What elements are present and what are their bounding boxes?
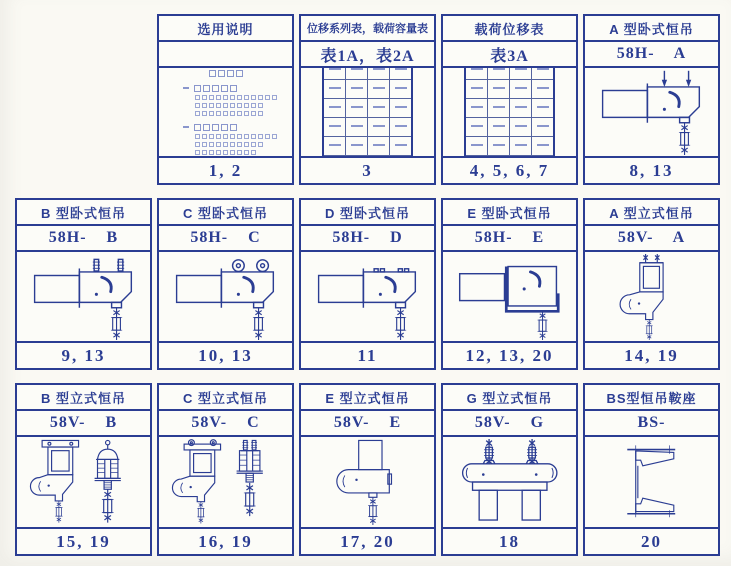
cell-58h-c (157, 198, 294, 370)
cell-model: 58H- E (443, 226, 576, 252)
instructions-text-diagram (159, 68, 292, 156)
cell-bs-saddle (583, 383, 720, 556)
cell-pages: 12, 13, 20 (443, 341, 576, 368)
hanger-horizontal-a-diagram (585, 68, 718, 156)
cell-pages: 11 (301, 341, 434, 368)
cell-title: G 型立式恒吊 (443, 385, 576, 411)
cell-model: 58V- A (585, 226, 718, 252)
cell-title: A 型立式恒吊 (585, 200, 718, 226)
cell-model: 表1A，表2A (301, 42, 434, 68)
cell-title: C 型立式恒吊 (159, 385, 292, 411)
hanger-vertical-b-diagram (17, 437, 150, 527)
cell-pages: 15, 19 (17, 527, 150, 554)
cell-pages: 14, 19 (585, 341, 718, 368)
hanger-vertical-g-diagram (443, 437, 576, 527)
hanger-vertical-c-diagram (159, 437, 292, 527)
cell-title: 载荷位移表 (443, 16, 576, 42)
mini-table-diagram (301, 68, 434, 156)
cell-model: 58V- E (301, 411, 434, 437)
cell-model: 58H- A (585, 42, 718, 68)
hanger-horizontal-e-diagram (443, 252, 576, 341)
cell-58h-e (441, 198, 578, 370)
hanger-vertical-a-diagram (585, 252, 718, 341)
cell-pages: 9, 13 (17, 341, 150, 368)
cell-58v-c (157, 383, 294, 556)
cell-pages: 17, 20 (301, 527, 434, 554)
cell-58v-e (299, 383, 436, 556)
mini-table-diagram (443, 68, 576, 156)
cell-pages: 8, 13 (585, 156, 718, 183)
cell-load-table (441, 14, 578, 185)
cell-pages: 10, 13 (159, 341, 292, 368)
cell-model (159, 42, 292, 68)
cell-58h-d (299, 198, 436, 370)
cell-model: BS- (585, 411, 718, 437)
cell-title: B 型卧式恒吊 (17, 200, 150, 226)
cell-title: A 型卧式恒吊 (585, 16, 718, 42)
hanger-vertical-e-diagram (301, 437, 434, 527)
cell-pages: 18 (443, 527, 576, 554)
cell-instructions (157, 14, 294, 185)
cell-title: D 型卧式恒吊 (301, 200, 434, 226)
hanger-horizontal-b-diagram (17, 252, 150, 341)
cell-pages: 16, 19 (159, 527, 292, 554)
cell-model: 58V- G (443, 411, 576, 437)
cell-title: E 型卧式恒吊 (443, 200, 576, 226)
cell-title: E 型立式恒吊 (301, 385, 434, 411)
cell-model: 58H- C (159, 226, 292, 252)
cell-pages: 1, 2 (159, 156, 292, 183)
cell-pages: 20 (585, 527, 718, 554)
cell-title: C 型卧式恒吊 (159, 200, 292, 226)
cell-58v-g (441, 383, 578, 556)
cell-model: 58H- D (301, 226, 434, 252)
cell-model: 58V- B (17, 411, 150, 437)
cell-title: BS型恒吊鞍座 (585, 385, 718, 411)
cell-58v-b (15, 383, 152, 556)
cell-58h-b (15, 198, 152, 370)
cell-title: B 型立式恒吊 (17, 385, 150, 411)
hanger-horizontal-d-diagram (301, 252, 434, 341)
cell-pages: 4, 5, 6, 7 (443, 156, 576, 183)
hanger-horizontal-c-diagram (159, 252, 292, 341)
saddle-bs-diagram (585, 437, 718, 527)
cell-model: 58V- C (159, 411, 292, 437)
cell-model: 58H- B (17, 226, 150, 252)
cell-title: 位移系列表，载荷容量表 (301, 16, 434, 42)
cell-58h-a (583, 14, 720, 185)
cell-model: 表3A (443, 42, 576, 68)
cell-title: 选用说明 (159, 16, 292, 42)
cell-58v-a (583, 198, 720, 370)
cell-pages: 3 (301, 156, 434, 183)
cell-series-tables (299, 14, 436, 185)
